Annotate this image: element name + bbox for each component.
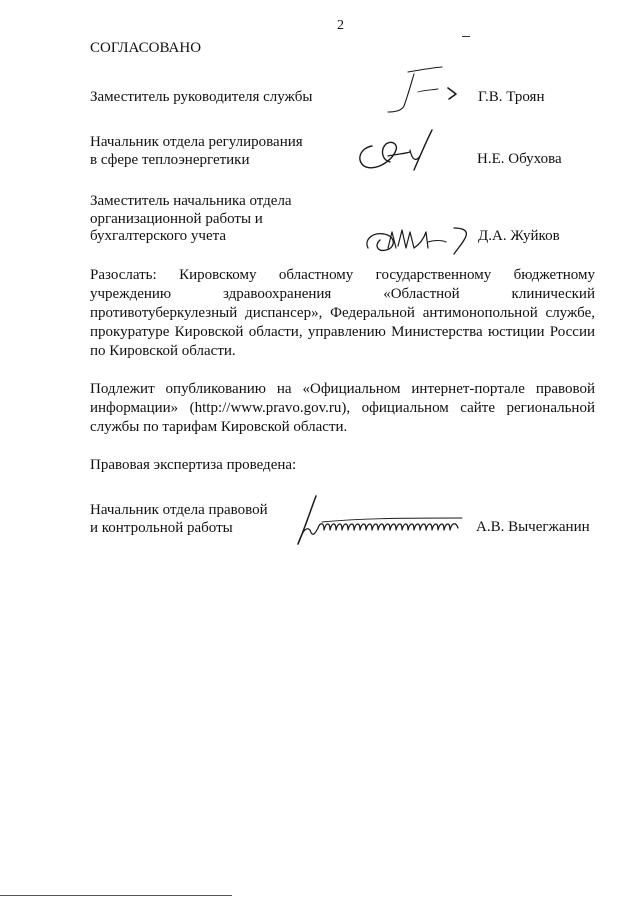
approval-1-position <box>90 89 312 107</box>
position-line: Заместитель руководителя службы <box>90 89 313 105</box>
approval-3-position <box>90 193 292 246</box>
position-line: Начальник отдела регулирования <box>90 134 303 150</box>
signature-troyan <box>378 62 458 122</box>
publication-paragraph: Подлежит опубликованию на «Официальном интернет-портале правовой информации» (http://www.pravo.gov.ru), официальном сайте региональной службы по тарифам Кировской области. <box>90 381 595 435</box>
legal-review-text: Правовая экспертиза проведена: <box>90 457 297 473</box>
signature-vychegzhanin <box>292 492 472 552</box>
approval-2-position <box>90 134 303 169</box>
position-line: и контрольной работы <box>90 519 233 536</box>
approval-3-name: Д.А. Жуйков <box>478 228 560 244</box>
signature-zhuikov <box>362 218 472 258</box>
page-number: 2 <box>337 18 344 33</box>
legal-signer-position <box>90 502 268 537</box>
position-line: Заместитель начальника отдела <box>90 193 292 209</box>
distribution-paragraph: Разослать: Кировскому областному государственному бюджетному учреждению здравоохранения «Областной клинический противотуберкулезный диспансер», Федеральной антимонопольной службе, прокуратуре Кировской области, управлению Министерства юстиции России по Кировской области. <box>90 267 595 359</box>
position-line: Начальник отдела правовой <box>90 502 268 518</box>
approval-heading: СОГЛАСОВАНО <box>90 40 202 56</box>
approval-2-name: Н.Е. Обухова <box>477 151 562 167</box>
position-line: бухгалтерского учета <box>90 228 227 244</box>
position-line: в сфере теплоэнергетики <box>90 151 250 168</box>
footer-rule <box>0 895 232 896</box>
position-line: организационной работы и <box>90 210 263 227</box>
signature-obukhova <box>352 126 442 176</box>
corner-mark <box>462 36 470 37</box>
approval-1-name: Г.В. Троян <box>478 89 545 105</box>
legal-signer-name: А.В. Вычегжанин <box>476 519 590 535</box>
